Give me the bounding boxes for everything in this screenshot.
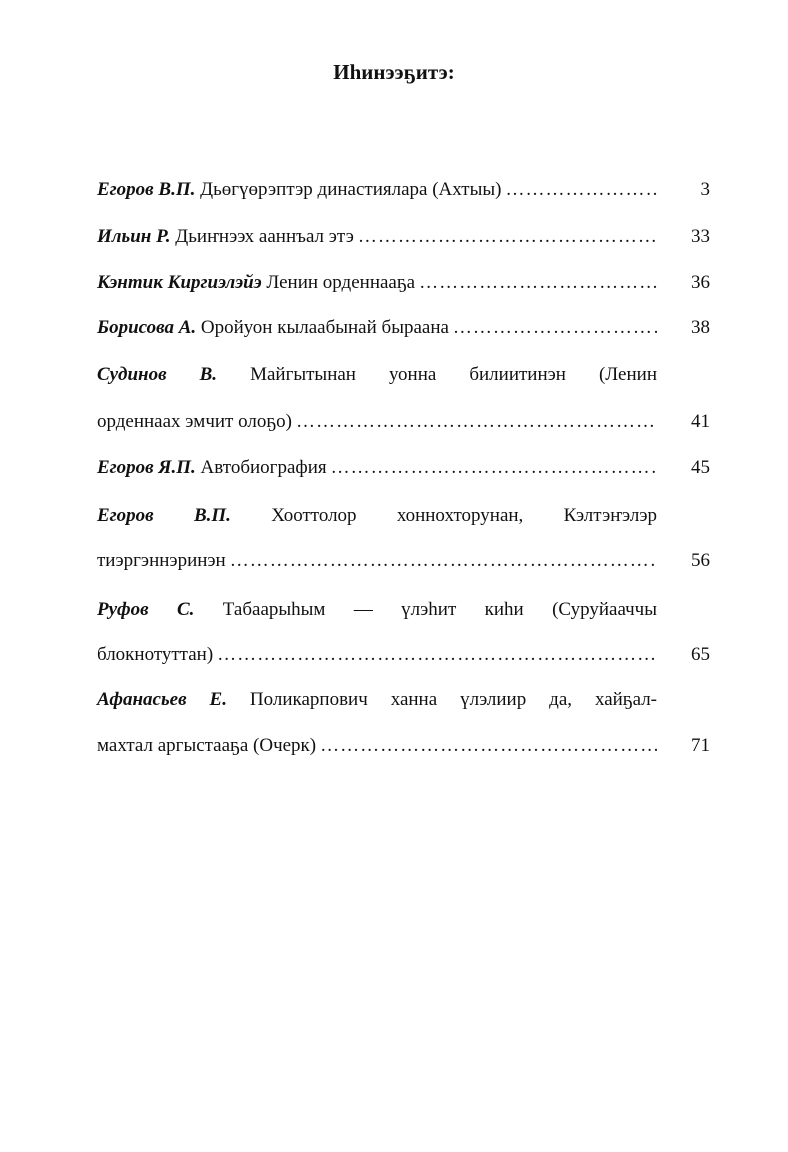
page-title: Иһинээҕитэ: [333, 60, 455, 84]
toc-title: Оройуон кылаабынай быраана [200, 317, 449, 338]
toc-title: махтал аргыстааҕа (Очерк) [97, 735, 317, 756]
leader-dots [354, 225, 657, 249]
toc-title: Табаарыһым — үлэһит киһи (Суруйааччы [222, 599, 657, 620]
toc-page-number: 65 [691, 644, 710, 665]
toc-entry[interactable] [97, 363, 657, 387]
toc-author: Афанасьев Е. [97, 689, 227, 710]
toc-entry-continuation[interactable] [97, 410, 657, 434]
toc-title: блокнотуттан) [97, 644, 214, 665]
leader-dots [327, 456, 657, 480]
toc-title: Майгытынан уонна билиитинэн (Ленин [250, 364, 657, 385]
toc-title: Дьөгүөрэптэр династиялара (Ахтыы) [200, 179, 502, 200]
toc-entry[interactable] [97, 598, 657, 622]
toc-author: Егоров В.П. [97, 179, 196, 200]
toc-author: Ильин Р. [97, 226, 171, 247]
toc-page-number: 71 [691, 735, 710, 756]
leader-dots [316, 734, 657, 758]
toc-author: Кэнтик Киргиэлэйэ [97, 272, 262, 293]
toc-title: Дьиҥнээх ааннъал этэ [175, 226, 354, 247]
toc-page-number: 38 [691, 317, 710, 338]
toc-title: тиэргэннэринэн [97, 550, 226, 571]
toc-page-number: 45 [691, 457, 710, 478]
toc-entry[interactable] [97, 456, 657, 480]
toc-page-number: 33 [691, 226, 710, 247]
toc-entry[interactable] [97, 316, 657, 340]
toc-entry-continuation[interactable] [97, 549, 657, 573]
leader-dots [213, 643, 657, 667]
leader-dots [226, 549, 657, 573]
toc-entry[interactable] [97, 688, 657, 712]
toc-title: Ленин орденнааҕа [266, 272, 416, 293]
leader-dots [501, 178, 657, 202]
toc-author: Судинов В. [97, 364, 218, 385]
toc-page-number: 36 [691, 272, 710, 293]
toc-entry-continuation[interactable] [97, 643, 657, 667]
toc-page-number: 3 [700, 179, 710, 200]
toc-author: Егоров В.П. [97, 505, 231, 526]
toc-title: Поликарпович ханна үлэлиир да, хайҕал- [249, 689, 658, 710]
toc-author: Егоров Я.П. [97, 457, 196, 478]
toc-entry[interactable] [97, 178, 657, 202]
toc-title: орденнаах эмчит олоҕо) [97, 411, 292, 432]
toc-page-number: 41 [691, 411, 710, 432]
toc-entry[interactable] [97, 271, 657, 295]
toc-entry[interactable] [97, 225, 657, 249]
leader-dots [449, 316, 657, 340]
toc-author: Борисова А. [97, 317, 197, 338]
toc-entry-continuation[interactable] [97, 734, 657, 758]
toc-entry[interactable] [97, 504, 657, 528]
leader-dots [292, 410, 657, 434]
leader-dots [415, 271, 657, 295]
toc-page-number: 56 [691, 550, 710, 571]
toc-title: Автобиография [200, 457, 327, 478]
toc-author: Руфов С. [97, 599, 195, 620]
toc-title: Хооттолор хоннохторунан, Кэлтэҥэлэр [271, 505, 658, 526]
